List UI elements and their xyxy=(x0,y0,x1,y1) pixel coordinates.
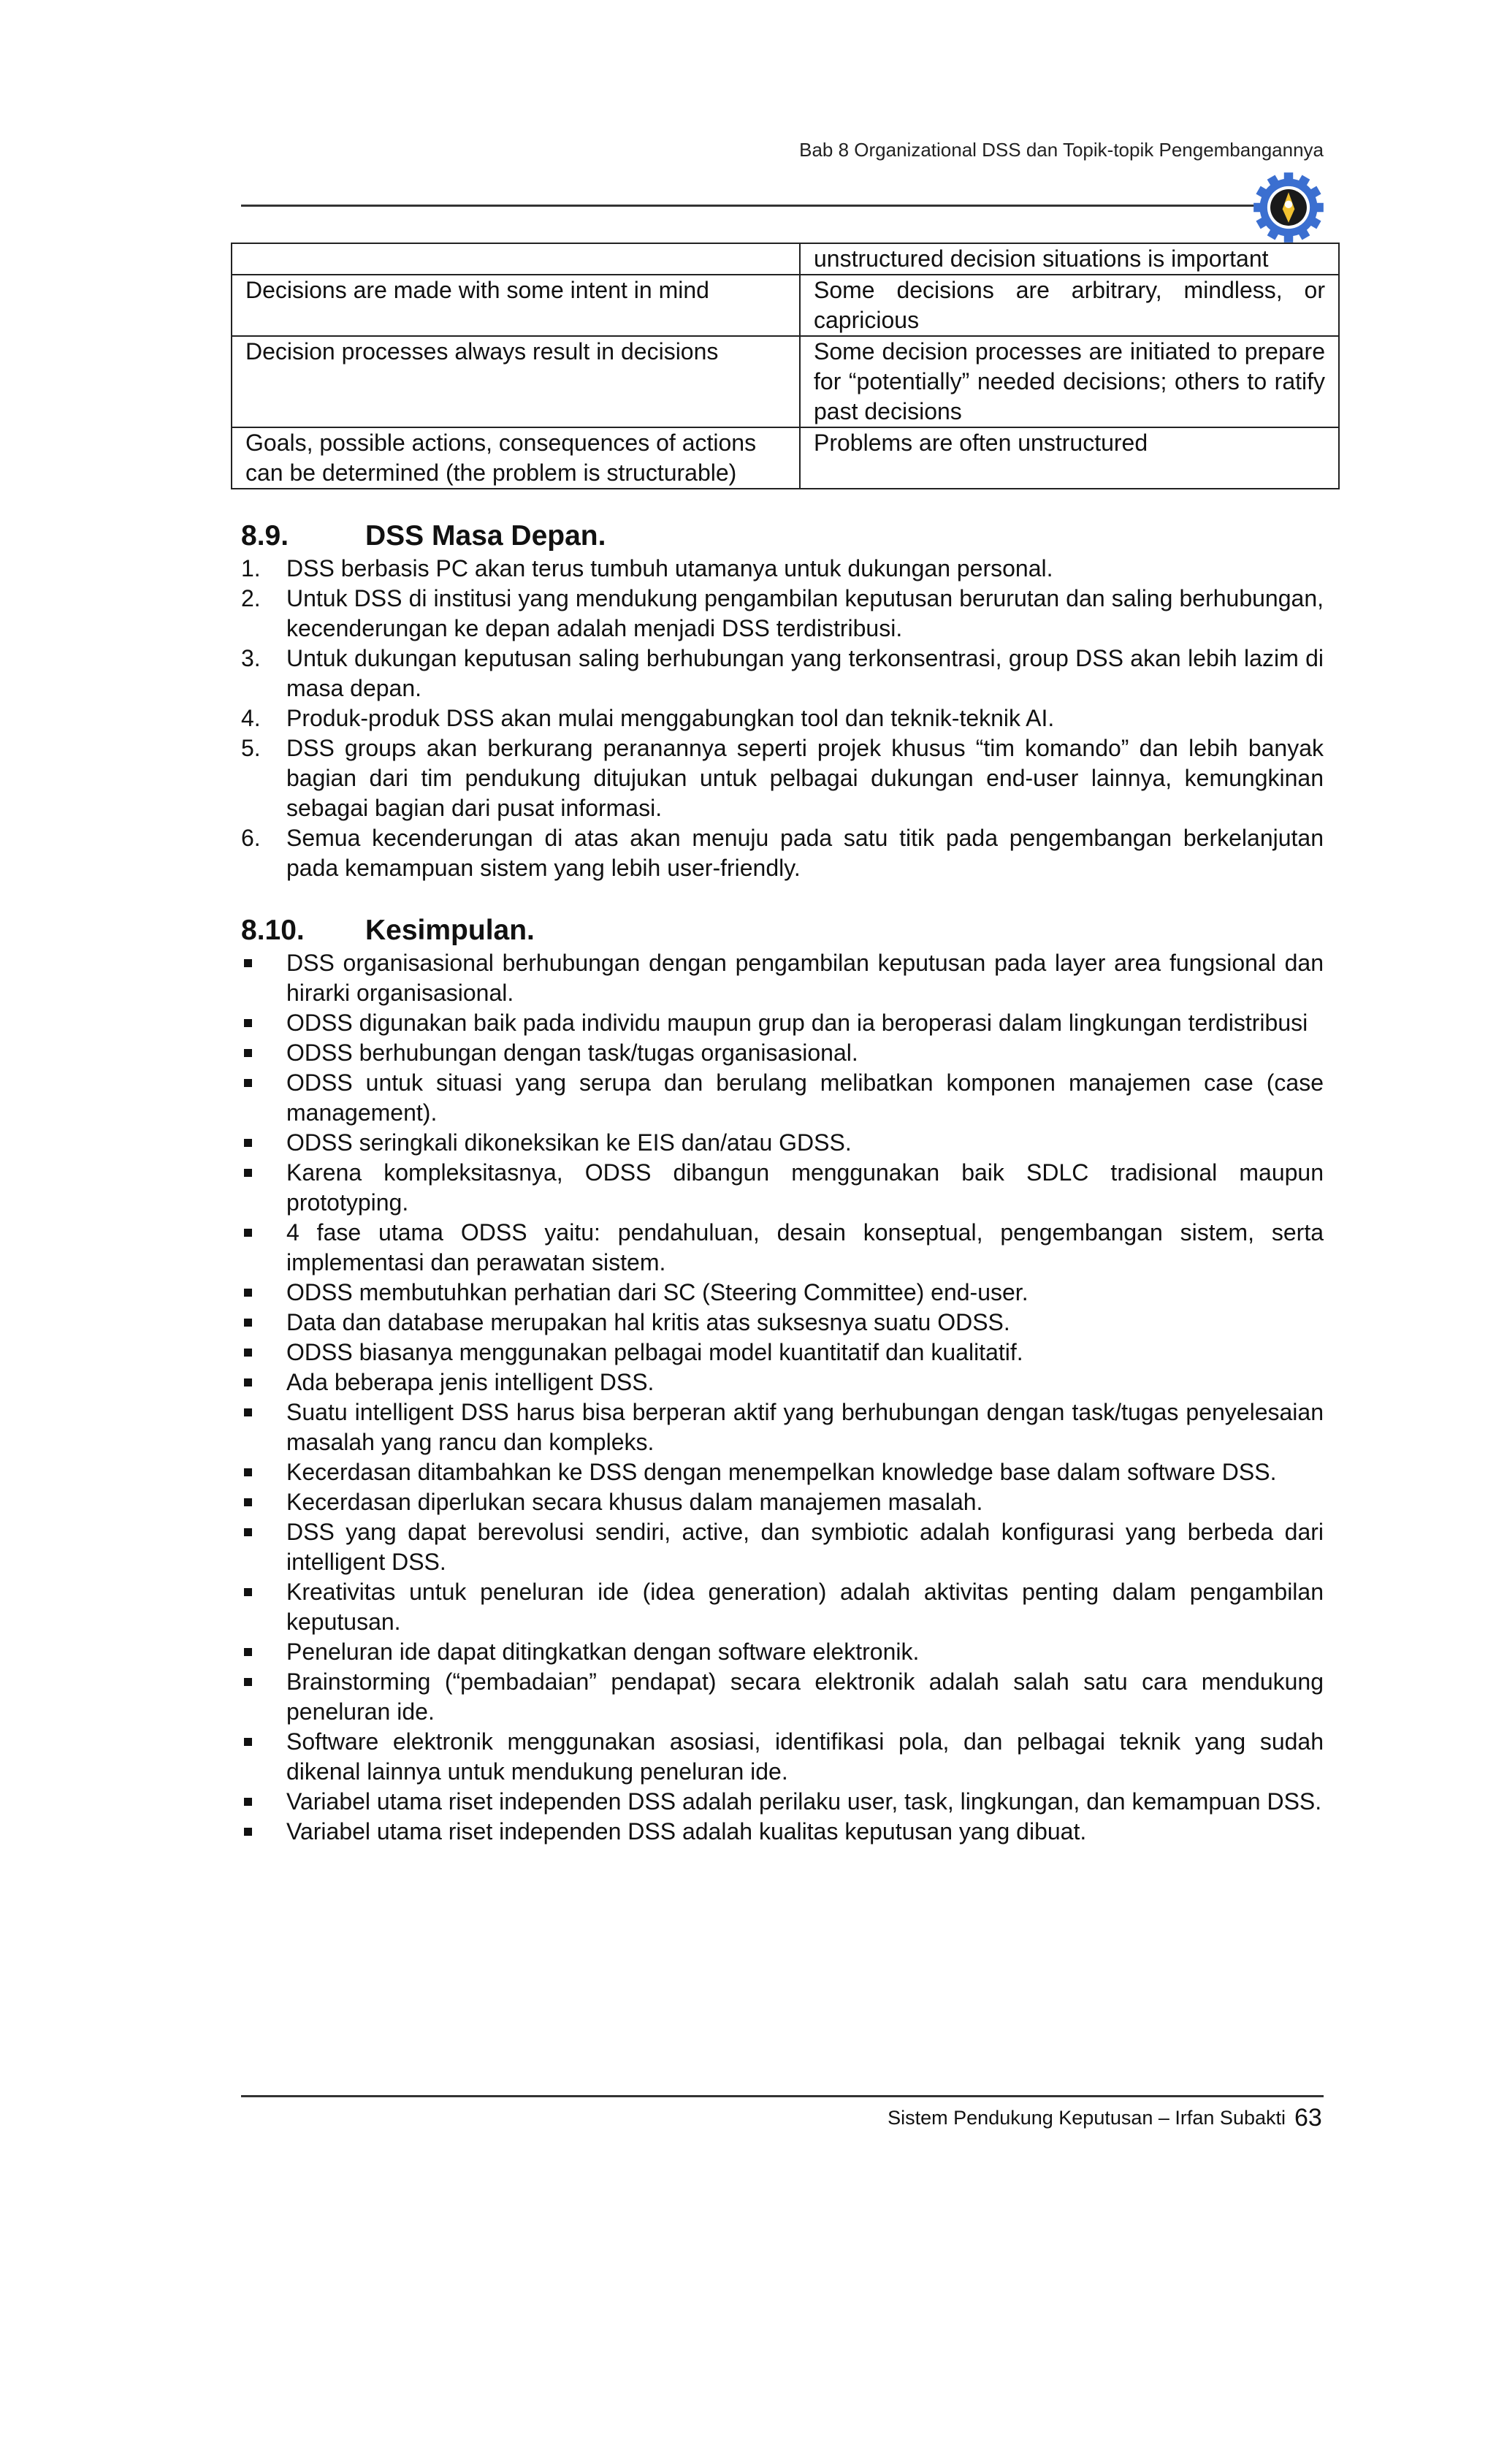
list-item xyxy=(241,1308,1324,1338)
bullet-icon xyxy=(244,1349,252,1357)
list-item xyxy=(241,1487,1324,1517)
list-item xyxy=(241,1008,1324,1038)
list-item xyxy=(241,1817,1324,1847)
list-marker: 6. xyxy=(241,825,261,851)
list-item-text: Variabel utama riset independen DSS adalah perilaku user, task, lingkungan, dan kemampuan DSS. xyxy=(286,1788,1322,1815)
list-item xyxy=(241,1338,1324,1368)
list-item-text: 4 fase utama ODSS yaitu: pendahuluan, desain konseptual, pengembangan sistem, serta implementasi dan perawatan sistem. xyxy=(286,1219,1324,1275)
section-heading-8-10 xyxy=(241,915,535,947)
list-marker: 4. xyxy=(241,705,261,731)
list-marker: 3. xyxy=(241,645,261,671)
list-item xyxy=(241,554,1324,584)
list-item xyxy=(241,1368,1324,1397)
list-item-text: ODSS seringkali dikoneksikan ke EIS dan/atau GDSS. xyxy=(286,1129,852,1156)
table-cell-left: Goals, possible actions, consequences of actions can be determined (the problem is structurable) xyxy=(232,427,800,489)
list-item xyxy=(241,948,1324,1008)
table-row xyxy=(232,243,1339,275)
list-item-text: Peneluran ide dapat ditingkatkan dengan software elektronik. xyxy=(286,1639,920,1665)
list-item-text: Produk-produk DSS akan mulai menggabungkan tool dan teknik-teknik AI. xyxy=(286,705,1055,731)
table-cell-right: Some decision processes are initiated to prepare for “potentially” needed decisions; others to ratify past decisions xyxy=(800,336,1339,427)
table-cell-right: unstructured decision situations is important xyxy=(800,243,1339,275)
list-item xyxy=(241,1158,1324,1218)
bullet-icon xyxy=(244,1828,252,1836)
numbered-list xyxy=(241,554,1324,883)
list-item-text: DSS yang dapat berevolusi sendiri, active, dan symbiotic adalah konfigurasi yang berbeda dari intelligent DSS. xyxy=(286,1519,1324,1575)
bullet-icon xyxy=(244,1678,252,1686)
list-item xyxy=(241,1787,1324,1817)
list-item-text: Kecerdasan diperlukan secara khusus dalam manajemen masalah. xyxy=(286,1489,983,1515)
bullet-icon xyxy=(244,1528,252,1536)
section-title: Kesimpulan. xyxy=(365,915,535,946)
bullet-icon xyxy=(244,1289,252,1297)
section-title: DSS Masa Depan. xyxy=(365,520,606,552)
list-item-text: ODSS untuk situasi yang serupa dan berulang melibatkan komponen manajemen case (case management). xyxy=(286,1069,1324,1126)
bullet-icon xyxy=(244,1468,252,1476)
list-item-text: ODSS digunakan baik pada individu maupun grup dan ia beroperasi dalam lingkungan terdistribusi xyxy=(286,1010,1308,1036)
list-item xyxy=(241,644,1324,703)
list-item xyxy=(241,1397,1324,1457)
list-item-text: Untuk dukungan keputusan saling berhubungan yang terkonsentrasi, group DSS akan lebih lazim di masa depan. xyxy=(286,645,1324,701)
list-marker: 2. xyxy=(241,585,261,611)
list-item-text: ODSS membutuhkan perhatian dari SC (Steering Committee) end-user. xyxy=(286,1279,1028,1305)
bullet-icon xyxy=(244,1079,252,1087)
bullet-icon xyxy=(244,1229,252,1237)
list-item-text: Kecerdasan ditambahkan ke DSS dengan menempelkan knowledge base dalam software DSS. xyxy=(286,1459,1277,1485)
list-item-text: Ada beberapa jenis intelligent DSS. xyxy=(286,1369,654,1395)
list-item-text: Untuk DSS di institusi yang mendukung pengambilan keputusan berurutan dan saling berhubungan, kecenderungan ke depan adalah menjadi DSS terdistribusi. xyxy=(286,585,1324,641)
bullet-icon xyxy=(244,959,252,967)
list-item-text: ODSS berhubungan dengan task/tugas organisasional. xyxy=(286,1040,858,1066)
bullet-icon xyxy=(244,1139,252,1147)
list-item xyxy=(241,1068,1324,1128)
footer-divider xyxy=(241,2095,1324,2097)
list-item xyxy=(241,1667,1324,1727)
table-cell-left: Decisions are made with some intent in mind xyxy=(232,275,800,336)
list-item xyxy=(241,1278,1324,1308)
list-item xyxy=(241,1038,1324,1068)
page-number: 63 xyxy=(1294,2104,1322,2132)
section-number: 8.10. xyxy=(241,915,305,946)
bullet-icon xyxy=(244,1798,252,1806)
bullet-icon xyxy=(244,1408,252,1416)
list-item xyxy=(241,1577,1324,1637)
list-item xyxy=(241,1128,1324,1158)
list-item-text: Semua kecenderungan di atas akan menuju pada satu titik pada pengembangan berkelanjutan pada kemampuan sistem yang lebih user-friendly. xyxy=(286,825,1324,881)
list-item-text: Variabel utama riset independen DSS adalah kualitas keputusan yang dibuat. xyxy=(286,1818,1087,1845)
running-header: Bab 8 Organizational DSS dan Topik-topik Pengembangannya xyxy=(799,139,1324,161)
table-cell-left xyxy=(232,243,800,275)
list-item-text: Kreativitas untuk peneluran ide (idea generation) adalah aktivitas penting dalam pengambilan keputusan. xyxy=(286,1579,1324,1635)
list-item-text: Suatu intelligent DSS harus bisa berperan aktif yang berhubungan dengan task/tugas penyelesaian masalah yang rancu dan kompleks. xyxy=(286,1399,1324,1455)
header-divider xyxy=(241,205,1258,207)
gear-emblem-logo-icon xyxy=(1251,169,1327,245)
table-cell-left: Decision processes always result in decisions xyxy=(232,336,800,427)
bullet-icon xyxy=(244,1169,252,1177)
list-item-text: Brainstorming (“pembadaian” pendapat) secara elektronik adalah salah satu cara mendukung peneluran ide. xyxy=(286,1668,1324,1725)
list-item xyxy=(241,703,1324,733)
table-row xyxy=(232,427,1339,489)
table-cell-right: Some decisions are arbitrary, mindless, or capricious xyxy=(800,275,1339,336)
bullet-icon xyxy=(244,1738,252,1746)
list-item-text: Data dan database merupakan hal kritis atas suksesnya suatu ODSS. xyxy=(286,1309,1010,1335)
list-item-text: Software elektronik menggunakan asosiasi, identifikasi pola, dan pelbagai teknik yang sudah dikenal lainnya untuk mendukung peneluran ide. xyxy=(286,1728,1324,1785)
list-item-text: DSS berbasis PC akan terus tumbuh utamanya untuk dukungan personal. xyxy=(286,555,1053,581)
list-item-text: ODSS biasanya menggunakan pelbagai model kuantitatif dan kualitatif. xyxy=(286,1339,1023,1365)
running-footer: Sistem Pendukung Keputusan – Irfan Subakti xyxy=(888,2107,1286,2129)
comparison-table xyxy=(231,243,1340,489)
list-item-text: DSS groups akan berkurang peranannya seperti projek khusus “tim komando” dan lebih banyak bagian dari tim pendukung ditujukan untuk pelbagai dukungan end-user lainnya, kemungkinan sebagai bagian dari pusat informasi. xyxy=(286,735,1324,821)
table-cell-right: Problems are often unstructured xyxy=(800,427,1339,489)
list-marker: 5. xyxy=(241,735,261,761)
table-row xyxy=(232,336,1339,427)
bullet-icon xyxy=(244,1648,252,1656)
list-item xyxy=(241,1727,1324,1787)
list-item xyxy=(241,733,1324,823)
list-marker: 1. xyxy=(241,555,261,581)
bullet-list xyxy=(241,948,1324,1847)
list-item xyxy=(241,1218,1324,1278)
bullet-icon xyxy=(244,1588,252,1596)
bullet-icon xyxy=(244,1049,252,1057)
section-heading-8-9 xyxy=(241,520,606,552)
list-item xyxy=(241,1637,1324,1667)
bullet-icon xyxy=(244,1319,252,1327)
list-item-text: DSS organisasional berhubungan dengan pengambilan keputusan pada layer area fungsional dan hirarki organisasional. xyxy=(286,950,1324,1006)
table-row xyxy=(232,275,1339,336)
list-item xyxy=(241,1457,1324,1487)
list-item-text: Karena kompleksitasnya, ODSS dibangun menggunakan baik SDLC tradisional maupun prototyping. xyxy=(286,1159,1324,1216)
bullet-icon xyxy=(244,1019,252,1027)
bullet-icon xyxy=(244,1378,252,1387)
list-item xyxy=(241,1517,1324,1577)
list-item xyxy=(241,823,1324,883)
section-number: 8.9. xyxy=(241,520,289,552)
bullet-icon xyxy=(244,1498,252,1506)
list-item xyxy=(241,584,1324,644)
